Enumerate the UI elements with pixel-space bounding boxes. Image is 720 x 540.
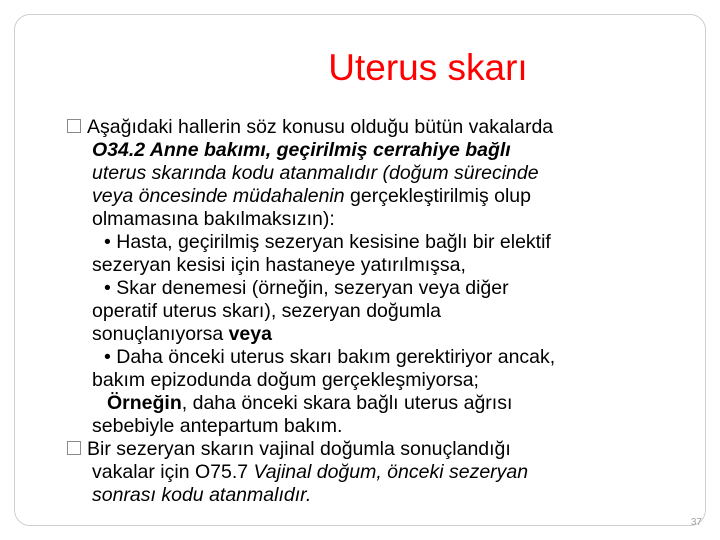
text-run: Örneğin (107, 392, 182, 414)
slide-body (87, 116, 692, 507)
text-run: vakalar için O75.7 (92, 461, 249, 483)
square-bullet-icon (67, 441, 81, 455)
text-run: gerçekleştirilmiş olup (344, 185, 532, 207)
slide-title: Uterus skarı (328, 47, 528, 88)
text-run: • Skar denemesi (örneğin, sezeryan veya diğer (104, 277, 509, 299)
text-run: bakım epizodunda doğum gerçekleşmiyorsa; (92, 369, 479, 391)
text-run: uterus skarında kodu atanmalıdır (doğum sürecinde (92, 162, 539, 184)
text-run: sezeryan kesisi için hastaneye yatırılmışsa, (92, 254, 466, 276)
text-run: sonuçlanıyorsa (92, 323, 224, 345)
text-run: Aşağıdaki hallerin söz konusu olduğu bütün vakalarda (87, 116, 554, 138)
bullet-2 (67, 438, 667, 507)
text-run: Bir sezeryan skarın vajinal doğumla sonuçlandığı (87, 438, 511, 460)
text-run: veya (223, 323, 272, 345)
text-run: • Daha önceki uterus skarı bakım gerektiriyor ancak, (104, 346, 556, 368)
text-run: veya öncesinde müdahalenin (92, 185, 345, 207)
bullet-1 (67, 116, 667, 438)
page-number: 37 (690, 517, 702, 528)
text-run: • Hasta, geçirilmiş sezeryan kesisine bağlı bir elektif (104, 231, 551, 253)
text-run: sonrası kodu atanmalıdır. (92, 484, 312, 506)
text-run: , daha önceki skara bağlı uterus ağrısı (181, 392, 513, 414)
text-run: Vajinal doğum, önceki sezeryan (248, 461, 529, 483)
square-bullet-icon (67, 119, 81, 133)
text-run: operatif uterus skarı), sezeryan doğumla (92, 300, 442, 322)
text-run: O34.2 Anne bakımı, geçirilmiş cerrahiye bağlı (92, 139, 511, 161)
text-run: olmamasına bakılmaksızın): (92, 208, 335, 230)
text-run: sebebiyle antepartum bakım. (92, 415, 343, 437)
